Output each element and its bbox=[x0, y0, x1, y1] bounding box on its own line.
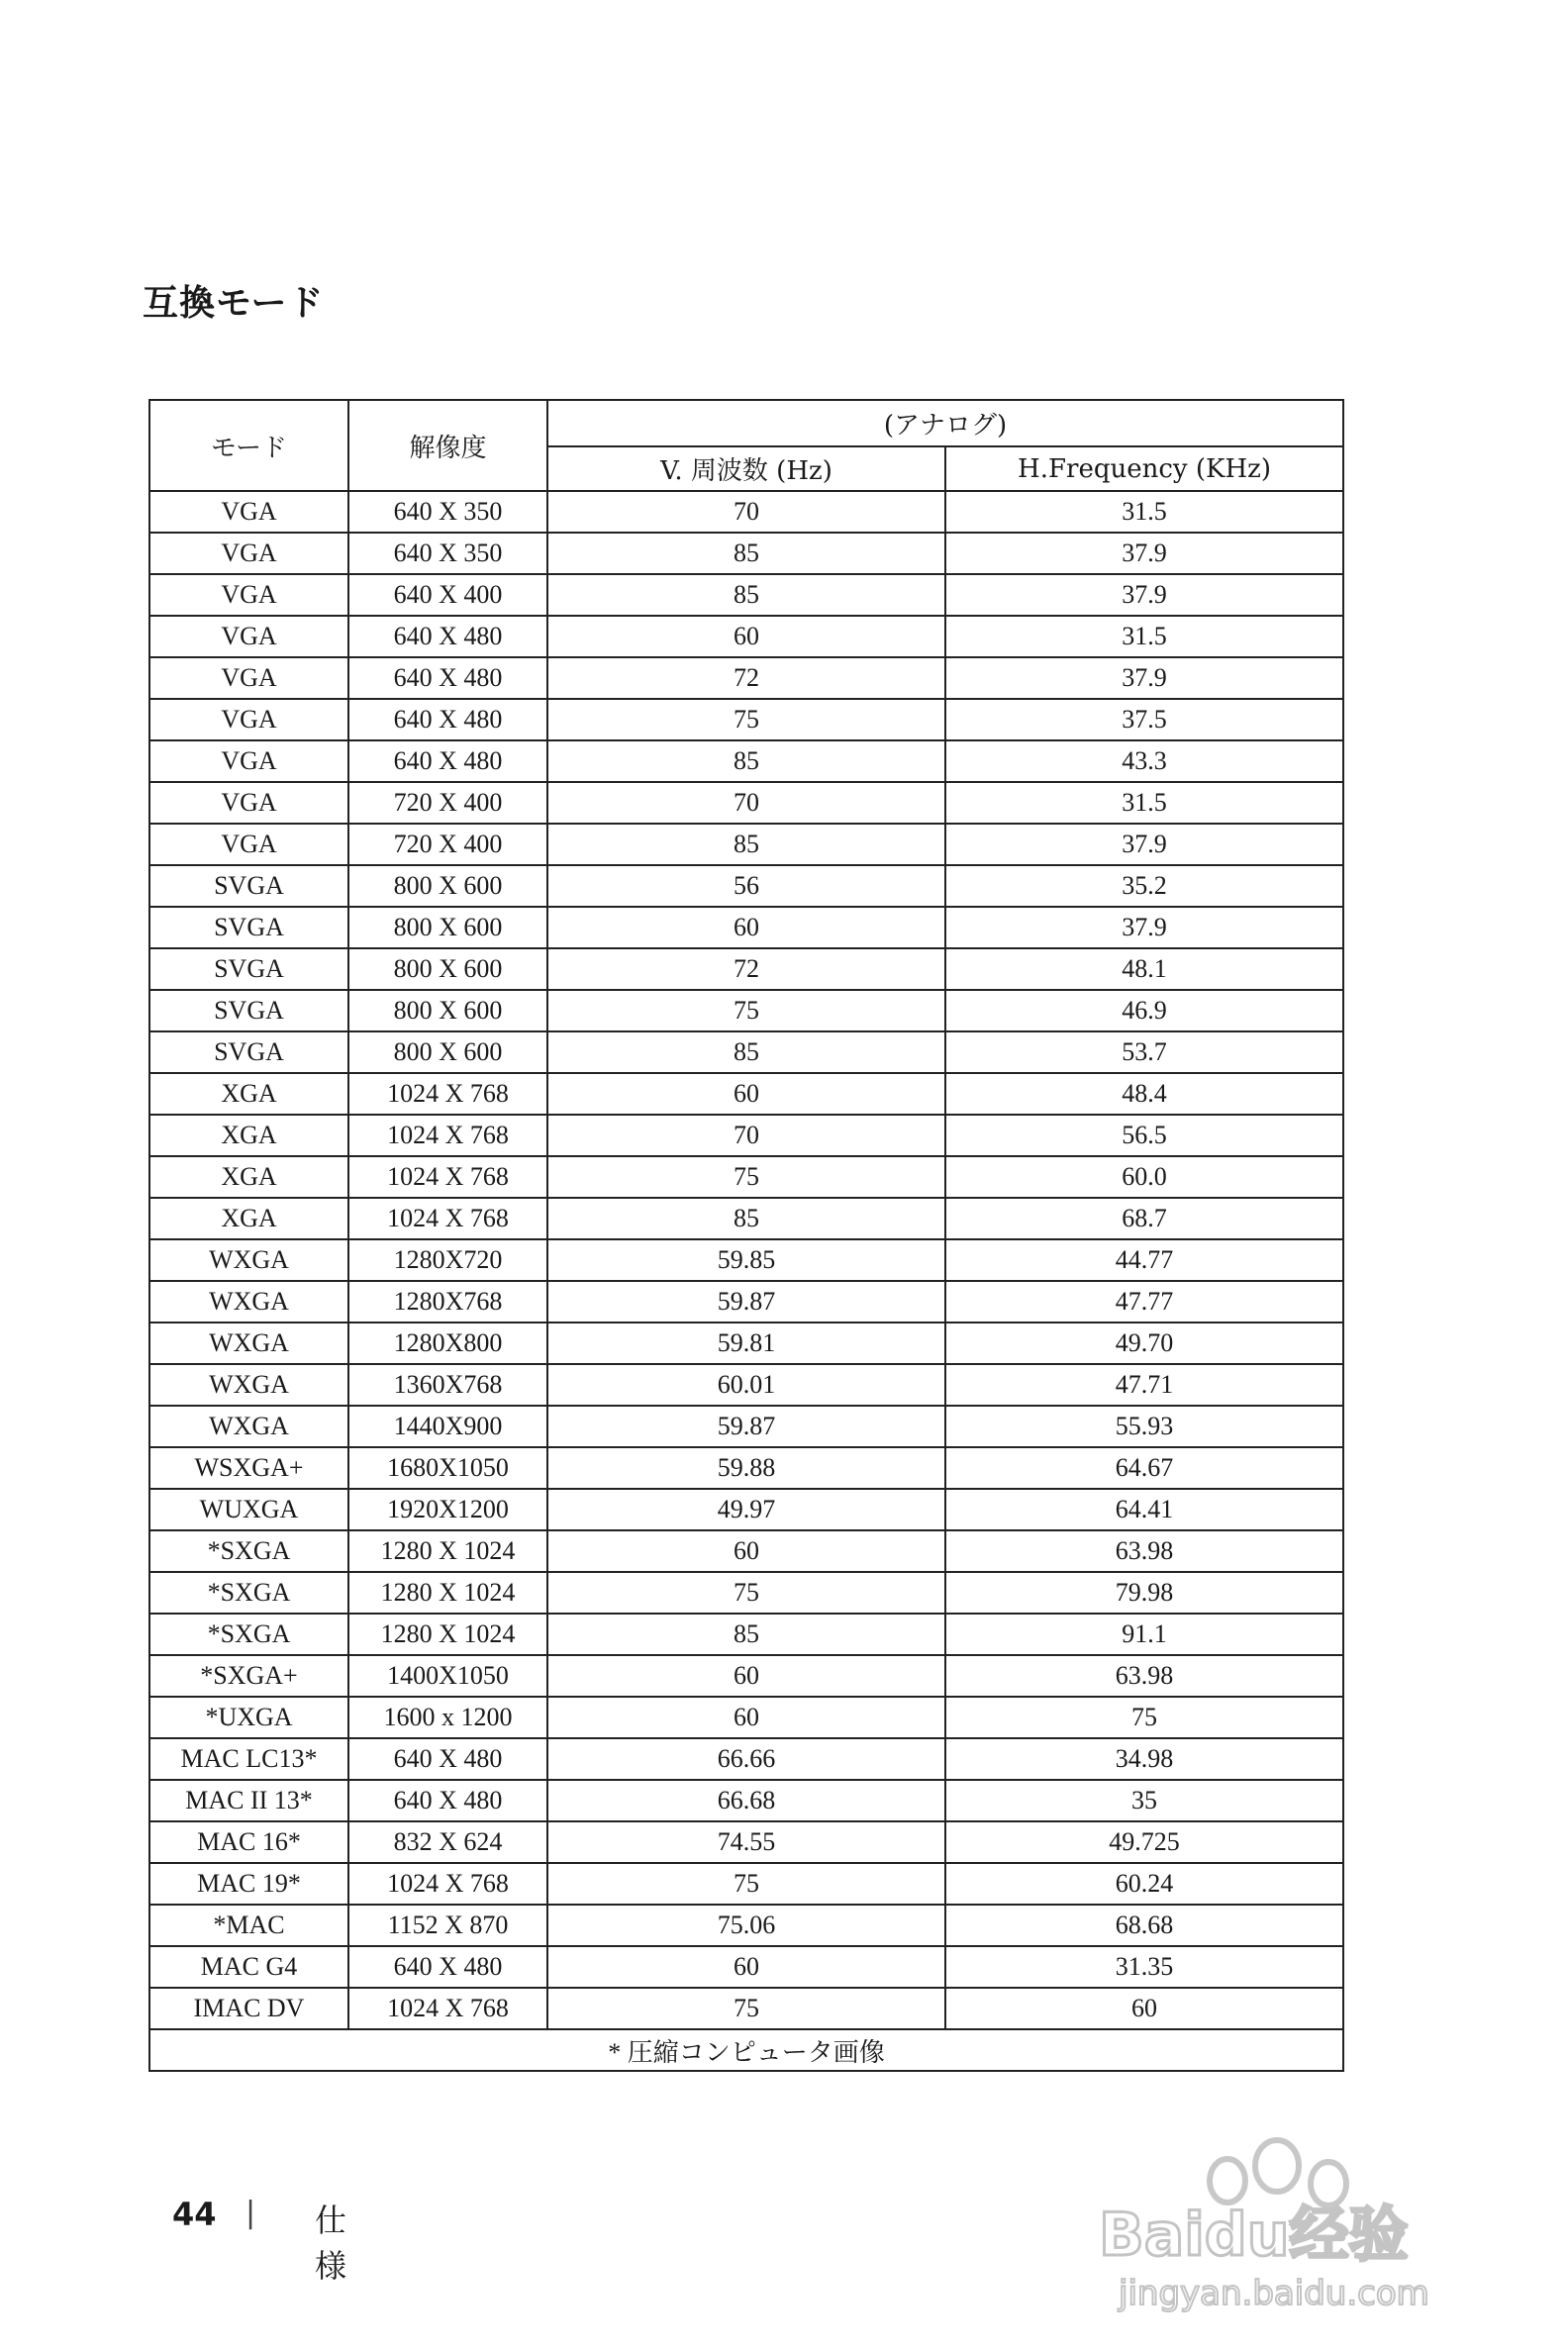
cell-resolution: 1280 X 1024 bbox=[348, 1572, 547, 1614]
cell-resolution: 640 X 350 bbox=[348, 533, 547, 574]
table-row bbox=[149, 1946, 1343, 1988]
table-row bbox=[149, 1115, 1343, 1156]
cell-h-frequency: 48.1 bbox=[945, 948, 1343, 990]
cell-h-frequency: 55.93 bbox=[945, 1406, 1343, 1447]
table-row bbox=[149, 1364, 1343, 1406]
table-row bbox=[149, 574, 1343, 616]
cell-mode: IMAC DV bbox=[149, 1988, 348, 2029]
cell-resolution: 800 X 600 bbox=[348, 948, 547, 990]
cell-v-frequency: 59.88 bbox=[547, 1447, 945, 1489]
cell-v-frequency: 75 bbox=[547, 699, 945, 740]
table-row bbox=[149, 948, 1343, 990]
cell-h-frequency: 68.68 bbox=[945, 1905, 1343, 1946]
compatibility-modes-table bbox=[148, 399, 1344, 2072]
cell-v-frequency: 85 bbox=[547, 1198, 945, 1239]
cell-v-frequency: 59.81 bbox=[547, 1323, 945, 1364]
table-footnote: * 圧縮コンピュータ画像 bbox=[149, 2029, 1343, 2071]
cell-resolution: 1440X900 bbox=[348, 1406, 547, 1447]
cell-v-frequency: 59.87 bbox=[547, 1406, 945, 1447]
cell-resolution: 640 X 400 bbox=[348, 574, 547, 616]
table-row bbox=[149, 1281, 1343, 1323]
cell-mode: SVGA bbox=[149, 1031, 348, 1073]
cell-resolution: 1024 X 768 bbox=[348, 1115, 547, 1156]
cell-v-frequency: 60.01 bbox=[547, 1364, 945, 1406]
cell-h-frequency: 68.7 bbox=[945, 1198, 1343, 1239]
cell-h-frequency: 60.24 bbox=[945, 1863, 1343, 1905]
cell-h-frequency: 47.77 bbox=[945, 1281, 1343, 1323]
cell-mode: VGA bbox=[149, 782, 348, 824]
cell-v-frequency: 85 bbox=[547, 1614, 945, 1655]
cell-h-frequency: 43.3 bbox=[945, 740, 1343, 782]
watermark-url: jingyan.baidu.com bbox=[1119, 2274, 1429, 2313]
cell-mode: MAC LC13* bbox=[149, 1738, 348, 1780]
cell-h-frequency: 31.5 bbox=[945, 491, 1343, 533]
cell-v-frequency: 75.06 bbox=[547, 1905, 945, 1946]
cell-resolution: 1280X720 bbox=[348, 1239, 547, 1281]
table-row bbox=[149, 1073, 1343, 1115]
table-row bbox=[149, 1447, 1343, 1489]
cell-mode: XGA bbox=[149, 1198, 348, 1239]
cell-resolution: 640 X 480 bbox=[348, 1946, 547, 1988]
cell-mode: WXGA bbox=[149, 1323, 348, 1364]
cell-v-frequency: 85 bbox=[547, 740, 945, 782]
cell-v-frequency: 85 bbox=[547, 533, 945, 574]
header-mode: モード bbox=[149, 400, 348, 491]
cell-mode: WXGA bbox=[149, 1281, 348, 1323]
header-v-frequency: V. 周波数 (Hz) bbox=[547, 446, 945, 491]
table-row bbox=[149, 824, 1343, 865]
table-row bbox=[149, 1323, 1343, 1364]
cell-h-frequency: 49.70 bbox=[945, 1323, 1343, 1364]
cell-h-frequency: 56.5 bbox=[945, 1115, 1343, 1156]
table-row bbox=[149, 533, 1343, 574]
cell-v-frequency: 70 bbox=[547, 491, 945, 533]
cell-resolution: 1024 X 768 bbox=[348, 1073, 547, 1115]
cell-mode: XGA bbox=[149, 1156, 348, 1198]
cell-v-frequency: 75 bbox=[547, 990, 945, 1031]
table-row bbox=[149, 1905, 1343, 1946]
cell-v-frequency: 75 bbox=[547, 1156, 945, 1198]
cell-h-frequency: 75 bbox=[945, 1697, 1343, 1738]
cell-resolution: 640 X 480 bbox=[348, 740, 547, 782]
cell-v-frequency: 85 bbox=[547, 1031, 945, 1073]
cell-resolution: 1152 X 870 bbox=[348, 1905, 547, 1946]
cell-mode: WXGA bbox=[149, 1406, 348, 1447]
cell-v-frequency: 59.85 bbox=[547, 1239, 945, 1281]
cell-v-frequency: 60 bbox=[547, 1655, 945, 1697]
cell-v-frequency: 59.87 bbox=[547, 1281, 945, 1323]
cell-h-frequency: 48.4 bbox=[945, 1073, 1343, 1115]
cell-h-frequency: 44.77 bbox=[945, 1239, 1343, 1281]
cell-resolution: 1680X1050 bbox=[348, 1447, 547, 1489]
cell-mode: MAC 19* bbox=[149, 1863, 348, 1905]
cell-v-frequency: 60 bbox=[547, 907, 945, 948]
cell-resolution: 720 X 400 bbox=[348, 824, 547, 865]
cell-v-frequency: 75 bbox=[547, 1572, 945, 1614]
cell-mode: *SXGA+ bbox=[149, 1655, 348, 1697]
page-number: 44 bbox=[172, 2196, 217, 2233]
cell-resolution: 1280 X 1024 bbox=[348, 1614, 547, 1655]
cell-mode: VGA bbox=[149, 574, 348, 616]
table-row bbox=[149, 990, 1343, 1031]
cell-v-frequency: 60 bbox=[547, 1946, 945, 1988]
cell-resolution: 1400X1050 bbox=[348, 1655, 547, 1697]
cell-v-frequency: 60 bbox=[547, 1530, 945, 1572]
cell-mode: VGA bbox=[149, 533, 348, 574]
cell-resolution: 640 X 480 bbox=[348, 699, 547, 740]
cell-v-frequency: 85 bbox=[547, 574, 945, 616]
table-row bbox=[149, 1821, 1343, 1863]
cell-mode: VGA bbox=[149, 824, 348, 865]
table-row bbox=[149, 1988, 1343, 2029]
cell-mode: WSXGA+ bbox=[149, 1447, 348, 1489]
watermark-brand: Baidu经验 bbox=[1099, 2201, 1409, 2270]
cell-v-frequency: 70 bbox=[547, 1115, 945, 1156]
cell-resolution: 1920X1200 bbox=[348, 1489, 547, 1530]
cell-h-frequency: 64.41 bbox=[945, 1489, 1343, 1530]
cell-mode: SVGA bbox=[149, 990, 348, 1031]
table-row bbox=[149, 1738, 1343, 1780]
cell-h-frequency: 35.2 bbox=[945, 865, 1343, 907]
table-row bbox=[149, 699, 1343, 740]
cell-resolution: 1280 X 1024 bbox=[348, 1530, 547, 1572]
table-row bbox=[149, 1780, 1343, 1821]
table-row bbox=[149, 1198, 1343, 1239]
cell-mode: WXGA bbox=[149, 1364, 348, 1406]
cell-h-frequency: 37.9 bbox=[945, 657, 1343, 699]
cell-h-frequency: 91.1 bbox=[945, 1614, 1343, 1655]
cell-h-frequency: 31.5 bbox=[945, 782, 1343, 824]
cell-mode: MAC 16* bbox=[149, 1821, 348, 1863]
cell-resolution: 640 X 480 bbox=[348, 1780, 547, 1821]
cell-h-frequency: 60 bbox=[945, 1988, 1343, 2029]
cell-h-frequency: 64.67 bbox=[945, 1447, 1343, 1489]
table-row bbox=[149, 1406, 1343, 1447]
cell-mode: MAC II 13* bbox=[149, 1780, 348, 1821]
table-row bbox=[149, 491, 1343, 533]
cell-h-frequency: 60.0 bbox=[945, 1156, 1343, 1198]
header-resolution: 解像度 bbox=[348, 400, 547, 491]
cell-resolution: 720 X 400 bbox=[348, 782, 547, 824]
cell-resolution: 640 X 480 bbox=[348, 1738, 547, 1780]
cell-v-frequency: 49.97 bbox=[547, 1489, 945, 1530]
table-row bbox=[149, 1156, 1343, 1198]
cell-resolution: 800 X 600 bbox=[348, 990, 547, 1031]
cell-mode: WUXGA bbox=[149, 1489, 348, 1530]
cell-mode: VGA bbox=[149, 657, 348, 699]
cell-v-frequency: 60 bbox=[547, 1697, 945, 1738]
cell-v-frequency: 72 bbox=[547, 948, 945, 990]
cell-h-frequency: 37.9 bbox=[945, 907, 1343, 948]
cell-h-frequency: 31.5 bbox=[945, 616, 1343, 657]
cell-h-frequency: 37.9 bbox=[945, 533, 1343, 574]
cell-mode: *SXGA bbox=[149, 1530, 348, 1572]
cell-v-frequency: 75 bbox=[547, 1863, 945, 1905]
cell-resolution: 1024 X 768 bbox=[348, 1863, 547, 1905]
table-row bbox=[149, 865, 1343, 907]
table-row bbox=[149, 907, 1343, 948]
cell-h-frequency: 53.7 bbox=[945, 1031, 1343, 1073]
table-row bbox=[149, 1031, 1343, 1073]
header-analog: (アナログ) bbox=[547, 400, 1343, 446]
table-row bbox=[149, 616, 1343, 657]
cell-resolution: 1280X800 bbox=[348, 1323, 547, 1364]
cell-h-frequency: 37.5 bbox=[945, 699, 1343, 740]
table-row bbox=[149, 1239, 1343, 1281]
cell-v-frequency: 60 bbox=[547, 1073, 945, 1115]
cell-v-frequency: 56 bbox=[547, 865, 945, 907]
cell-mode: VGA bbox=[149, 491, 348, 533]
cell-mode: WXGA bbox=[149, 1239, 348, 1281]
cell-mode: SVGA bbox=[149, 907, 348, 948]
cell-mode: *SXGA bbox=[149, 1572, 348, 1614]
footer-separator: | bbox=[245, 2196, 256, 2230]
cell-h-frequency: 34.98 bbox=[945, 1738, 1343, 1780]
cell-v-frequency: 66.68 bbox=[547, 1780, 945, 1821]
cell-mode: *UXGA bbox=[149, 1697, 348, 1738]
cell-mode: MAC G4 bbox=[149, 1946, 348, 1988]
table-row bbox=[149, 782, 1343, 824]
table-body bbox=[149, 491, 1343, 2029]
section-title: 互換モード bbox=[143, 283, 325, 324]
table-row bbox=[149, 657, 1343, 699]
cell-mode: *MAC bbox=[149, 1905, 348, 1946]
cell-v-frequency: 66.66 bbox=[547, 1738, 945, 1780]
cell-resolution: 800 X 600 bbox=[348, 865, 547, 907]
table-row bbox=[149, 1614, 1343, 1655]
cell-v-frequency: 75 bbox=[547, 1988, 945, 2029]
cell-mode: VGA bbox=[149, 616, 348, 657]
header-h-frequency: H.Frequency (KHz) bbox=[945, 446, 1343, 491]
cell-v-frequency: 60 bbox=[547, 616, 945, 657]
cell-mode: VGA bbox=[149, 699, 348, 740]
footer-section-name: 仕様 bbox=[315, 2202, 347, 2285]
cell-v-frequency: 74.55 bbox=[547, 1821, 945, 1863]
cell-mode: SVGA bbox=[149, 865, 348, 907]
cell-h-frequency: 46.9 bbox=[945, 990, 1343, 1031]
cell-resolution: 1600 x 1200 bbox=[348, 1697, 547, 1738]
table-row bbox=[149, 1655, 1343, 1697]
table-row bbox=[149, 740, 1343, 782]
cell-resolution: 640 X 480 bbox=[348, 616, 547, 657]
cell-resolution: 1024 X 768 bbox=[348, 1198, 547, 1239]
cell-resolution: 800 X 600 bbox=[348, 1031, 547, 1073]
cell-resolution: 1360X768 bbox=[348, 1364, 547, 1406]
cell-mode: XGA bbox=[149, 1115, 348, 1156]
cell-h-frequency: 31.35 bbox=[945, 1946, 1343, 1988]
cell-resolution: 1024 X 768 bbox=[348, 1988, 547, 2029]
cell-mode: *SXGA bbox=[149, 1614, 348, 1655]
cell-v-frequency: 85 bbox=[547, 824, 945, 865]
cell-mode: VGA bbox=[149, 740, 348, 782]
cell-mode: SVGA bbox=[149, 948, 348, 990]
cell-h-frequency: 35 bbox=[945, 1780, 1343, 1821]
table-row bbox=[149, 1530, 1343, 1572]
cell-resolution: 640 X 350 bbox=[348, 491, 547, 533]
cell-h-frequency: 37.9 bbox=[945, 574, 1343, 616]
baidu-watermark bbox=[1079, 2126, 1475, 2314]
cell-h-frequency: 63.98 bbox=[945, 1655, 1343, 1697]
cell-mode: XGA bbox=[149, 1073, 348, 1115]
cell-h-frequency: 49.725 bbox=[945, 1821, 1343, 1863]
cell-h-frequency: 79.98 bbox=[945, 1572, 1343, 1614]
table-row bbox=[149, 1489, 1343, 1530]
table-row bbox=[149, 1863, 1343, 1905]
cell-resolution: 640 X 480 bbox=[348, 657, 547, 699]
table-row bbox=[149, 1697, 1343, 1738]
cell-v-frequency: 70 bbox=[547, 782, 945, 824]
cell-resolution: 1280X768 bbox=[348, 1281, 547, 1323]
cell-h-frequency: 63.98 bbox=[945, 1530, 1343, 1572]
cell-resolution: 1024 X 768 bbox=[348, 1156, 547, 1198]
cell-h-frequency: 47.71 bbox=[945, 1364, 1343, 1406]
cell-resolution: 832 X 624 bbox=[348, 1821, 547, 1863]
paw-icon bbox=[1210, 2140, 1346, 2205]
cell-h-frequency: 37.9 bbox=[945, 824, 1343, 865]
table-row bbox=[149, 1572, 1343, 1614]
cell-resolution: 800 X 600 bbox=[348, 907, 547, 948]
cell-v-frequency: 72 bbox=[547, 657, 945, 699]
